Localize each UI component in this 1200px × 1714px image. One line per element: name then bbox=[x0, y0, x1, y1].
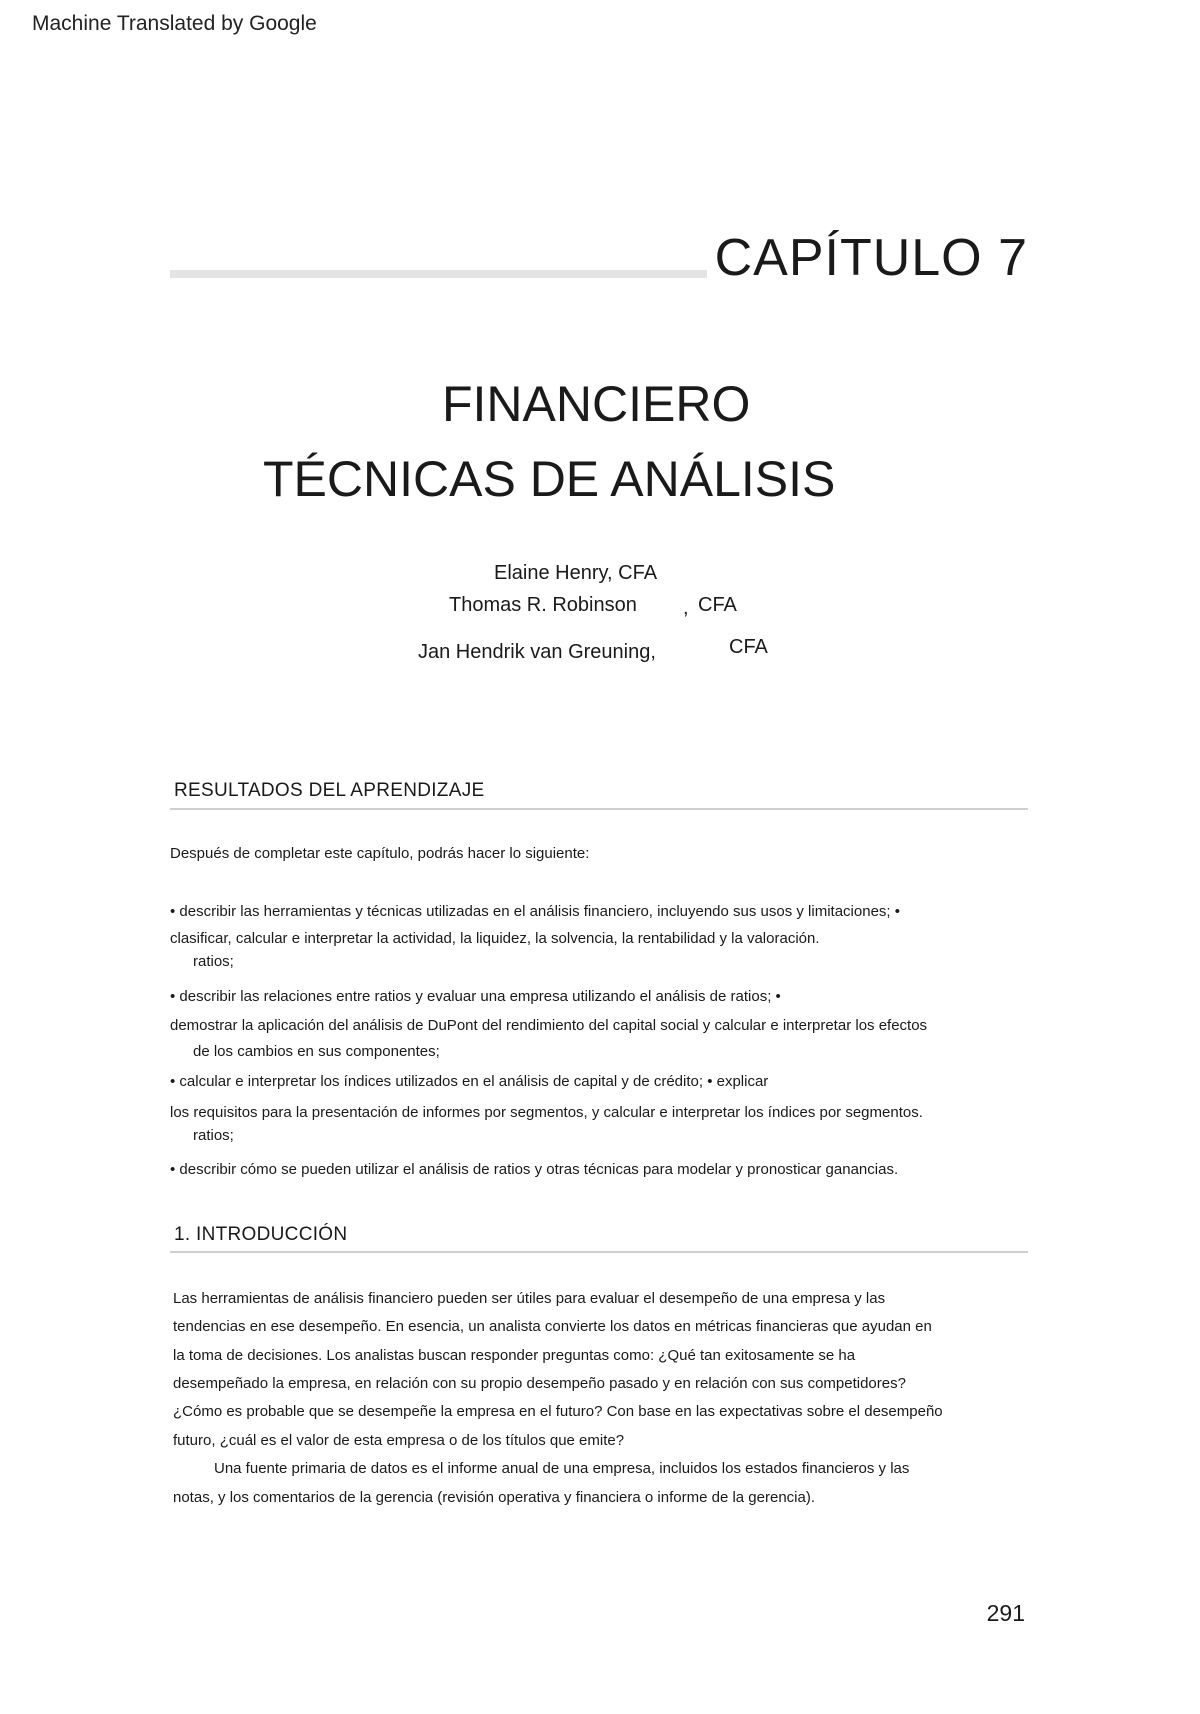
outcome-line: • describir cómo se pueden utilizar el análisis de ratios y otras técnicas para modelar y pronosticar ganancias. bbox=[170, 1161, 899, 1178]
intro-paragraph-line: la toma de decisiones. Los analistas buscan responder preguntas como: ¿Qué tan exitosamente se ha bbox=[173, 1347, 856, 1364]
intro-paragraph-line: notas, y los comentarios de la gerencia (revisión operativa y financiera o informe de la gerencia). bbox=[173, 1489, 815, 1506]
author-2-name: Thomas R. Robinson bbox=[449, 594, 637, 616]
intro-paragraph-line: Las herramientas de análisis financiero pueden ser útiles para evaluar el desempeño de una empresa y las bbox=[173, 1290, 886, 1307]
outcome-line: de los cambios en sus componentes; bbox=[193, 1043, 440, 1060]
chapter-title-line-1: FINANCIERO bbox=[442, 376, 751, 432]
outcome-line: demostrar la aplicación del análisis de DuPont del rendimiento del capital social y calcular e interpretar los efectos bbox=[170, 1017, 928, 1034]
author-3-name: Jan Hendrik van Greuning, bbox=[418, 641, 656, 663]
page-number: 291 bbox=[986, 1600, 1025, 1626]
intro-paragraph-line: tendencias en ese desempeño. En esencia, un analista convierte los datos en métricas financieras que ayudan en bbox=[173, 1318, 932, 1335]
author-2-credential: CFA bbox=[698, 594, 737, 616]
author-2-separator: , bbox=[683, 597, 689, 619]
learning-outcomes-intro: Después de completar este capítulo, podrás hacer lo siguiente: bbox=[170, 845, 590, 862]
intro-paragraph-line: Una fuente primaria de datos es el informe anual de una empresa, incluidos los estados financieros y las bbox=[214, 1460, 910, 1477]
machine-translation-watermark: Machine Translated by Google bbox=[32, 12, 317, 35]
chapter-title-line-2: TÉCNICAS DE ANÁLISIS bbox=[263, 451, 836, 507]
learning-outcomes-rule bbox=[170, 808, 1028, 810]
outcome-line: • describir las herramientas y técnicas utilizadas en el análisis financiero, incluyendo sus usos y limitaciones; • bbox=[170, 903, 901, 920]
outcome-line: ratios; bbox=[193, 953, 234, 970]
outcome-line: • describir las relaciones entre ratios y evaluar una empresa utilizando el análisis de ratios; • bbox=[170, 988, 781, 1005]
intro-paragraph-line: ¿Cómo es probable que se desempeñe la empresa en el futuro? Con base en las expectativas sobre el desempeño bbox=[173, 1403, 943, 1420]
outcome-line: • calcular e interpretar los índices utilizados en el análisis de capital y de crédito; • explicar bbox=[170, 1073, 769, 1090]
outcome-line: ratios; bbox=[193, 1127, 234, 1144]
learning-outcomes-heading: RESULTADOS DEL APRENDIZAJE bbox=[174, 780, 485, 801]
author-3-credential: CFA bbox=[729, 636, 768, 658]
introduction-rule bbox=[170, 1251, 1028, 1253]
outcome-line: los requisitos para la presentación de informes por segmentos, y calcular e interpretar los índices por segmentos. bbox=[170, 1104, 923, 1121]
author-1: Elaine Henry, CFA bbox=[494, 562, 658, 584]
introduction-heading: 1. INTRODUCCIÓN bbox=[174, 1224, 348, 1245]
intro-paragraph-line: futuro, ¿cuál es el valor de esta empresa o de los títulos que emite? bbox=[173, 1432, 625, 1449]
outcome-line: clasificar, calcular e interpretar la actividad, la liquidez, la solvencia, la rentabilidad y la valoración. bbox=[170, 930, 820, 947]
intro-paragraph-line: desempeñado la empresa, en relación con su propio desempeño pasado y en relación con sus competidores? bbox=[173, 1375, 906, 1392]
chapter-label: CAPÍTULO 7 bbox=[707, 228, 1028, 288]
